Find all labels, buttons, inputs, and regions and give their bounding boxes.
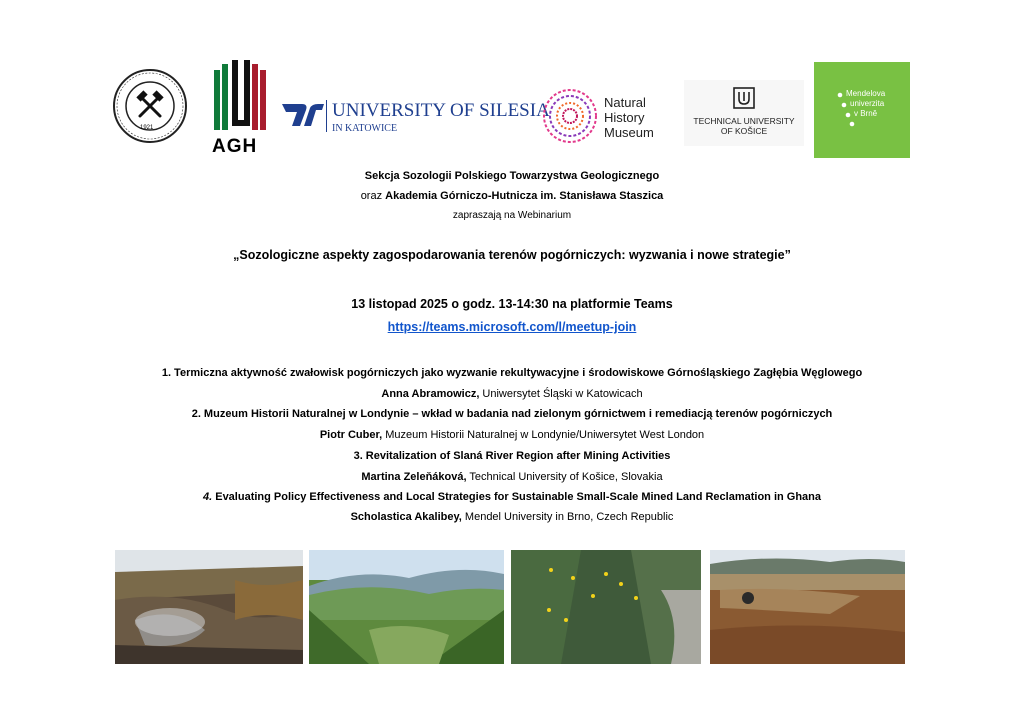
header-line2-bold: Akademia Górniczo-Hutnicza im. Stanisława Staszica — [385, 190, 664, 202]
talk-4-affiliation: Mendel University in Brno, Czech Republic — [461, 511, 674, 523]
talk-3-affiliation: Technical University of Košice, Slovakia — [466, 471, 663, 483]
mendel-line2: univerzita — [850, 99, 885, 108]
tuke-logo — [684, 80, 804, 146]
photo-satellite-map — [511, 550, 701, 664]
agh-wordmark: AGH — [212, 136, 258, 157]
photo-mined-land — [710, 550, 905, 664]
talk-4-title — [0, 491, 1024, 503]
ptg-logo — [112, 68, 188, 144]
talk-2-affiliation: Muzeum Historii Naturalnej w Londynie/Uniwersytet West London — [382, 429, 705, 441]
nhm-line2: History — [604, 110, 645, 125]
teams-link-row — [0, 320, 1024, 334]
header-line3: zapraszają na Webinarium — [452, 210, 572, 221]
talk-4-author: Scholastica Akalibey, — [350, 511, 462, 523]
talk-1-speaker — [0, 388, 1024, 400]
webinar-title: „Sozologiczne aspekty zagospodarowania terenów pogórniczych: wyzwania i nowe strategie” — [233, 248, 791, 262]
event-datetime: 13 listopad 2025 o godz. 13-14:30 na platformie Teams — [351, 297, 673, 311]
talk-1-affiliation: Uniwersytet Śląski w Katowicach — [479, 388, 643, 400]
agh-logo — [208, 60, 270, 160]
header-line1: Sekcja Sozologii Polskiego Towarzystwa Geologicznego — [364, 170, 660, 182]
talk-3-author: Martina Zeleňáková, — [361, 471, 467, 483]
talk-3-speaker — [0, 471, 1024, 483]
tuke-line2: OF KOŠICE — [720, 126, 768, 136]
header-line2 — [0, 190, 1024, 202]
teams-link[interactable]: https://teams.microsoft.com/l/meetup-join — [387, 320, 637, 334]
mendel-line1: Mendelova — [846, 89, 886, 98]
talk-1-author: Anna Abramowicz, — [381, 388, 480, 400]
talk-3-title: 3. Revitalization of Slaná River Region after Mining Activities — [353, 450, 671, 462]
talk-2-title: 2. Muzeum Historii Naturalnej w Londynie – wkład w badania nad zielonym górnictwem i remediacją terenów pogórniczych — [191, 408, 833, 420]
mendel-line3: v Brně — [854, 109, 878, 118]
photo-green-valley — [309, 550, 504, 664]
talk-2-speaker — [0, 429, 1024, 441]
silesia-logo — [280, 96, 550, 140]
silesia-sub: IN KATOWICE — [332, 123, 398, 134]
ptg-year: 1921 — [140, 125, 154, 131]
photo-burning-heap — [115, 550, 303, 664]
talk-1-title: 1. Termiczna aktywność zwałowisk pogórniczych jako wyzwanie rekultywacyjne i środowiskowe Górnośląskiego Zagłębia Węglowego — [161, 367, 863, 379]
header-line2-prefix: oraz — [360, 190, 386, 202]
mendel-logo — [814, 62, 910, 158]
talk-2-author: Piotr Cuber, — [319, 429, 383, 441]
nhm-logo — [540, 86, 660, 148]
talk-4-number: 4. — [202, 491, 213, 503]
talk-4-title-text: Evaluating Policy Effectiveness and Local Strategies for Sustainable Small-Scale Mined Land Reclamation in Ghana — [212, 491, 822, 503]
nhm-line3: Museum — [604, 125, 654, 140]
talk-4-speaker — [0, 511, 1024, 523]
tuke-line1: TECHNICAL UNIVERSITY — [693, 116, 795, 126]
nhm-line1: Natural — [604, 95, 646, 110]
silesia-name: UNIVERSITY OF SILESIA — [332, 100, 550, 121]
